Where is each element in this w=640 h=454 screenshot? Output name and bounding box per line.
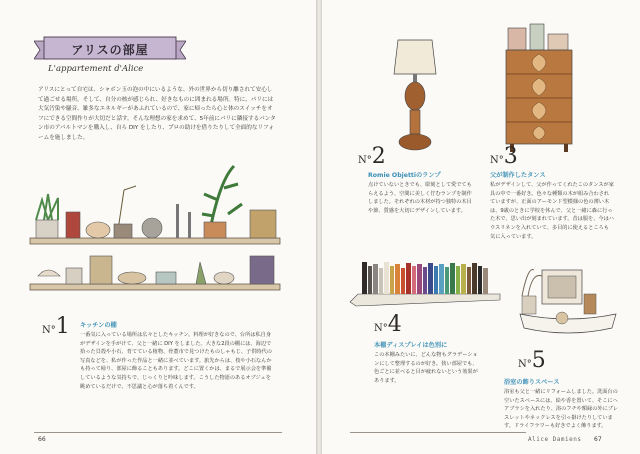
item-1-number: [42, 314, 70, 339]
title-banner: [34, 35, 186, 63]
bookshelf-illustration: [350, 254, 504, 308]
lamp-illustration: [388, 38, 442, 156]
item-5-no-prefix: N°: [518, 359, 532, 370]
item-3-title: 父が制作したタンス: [490, 172, 546, 179]
running-head: Alice Damiens: [528, 436, 582, 443]
chest-of-drawers-illustration: [504, 24, 574, 152]
footer-rule: [34, 432, 282, 433]
item-5-title: 浴室の飾りスペース: [504, 379, 560, 386]
item-1-no-num: 1: [55, 314, 70, 339]
item-5-number: [518, 348, 546, 373]
item-4-no-num: 4: [387, 312, 402, 337]
right-page: [322, 0, 640, 454]
page-subtitle: L'appartement d'Alice: [48, 64, 144, 74]
item-1-title: キッチンの棚: [80, 322, 117, 329]
item-5-body: 浴室も父と一緒にリフォームしました。洗面台の空いたスペースには、絵や香を置いて、そこにヘアブラシを入れたり、浴のフチや額縁の外にブレスレットやネックレスを引っ掛けたりしています。ドライフラワーも好きでよく飾ります。: [504, 389, 618, 430]
item-2-body: 点けていないときでも、彫刻として愛でてもらえるよう、空間に美しく佇むランプを制作しました。それぞれの木材が持つ独特の木目や節、質感を大切にデザインしています。: [368, 182, 472, 214]
item-2-number: [358, 144, 386, 169]
item-3-no-prefix: N°: [490, 155, 504, 166]
kitchen-shelf-illustration: [28, 160, 286, 298]
item-4-title: 本棚ディスプレイは色別に: [374, 342, 448, 349]
item-3-number: [490, 144, 518, 169]
item-2-no-num: 2: [371, 144, 386, 169]
item-1-no-prefix: N°: [42, 325, 56, 336]
bathroom-shelf-illustration: [518, 266, 618, 348]
item-4-number: [374, 312, 402, 337]
item-5-no-num: 5: [531, 348, 546, 373]
page-title: アリスの部屋: [71, 43, 149, 57]
item-3-body: 私がデザインして、父が作ってくれたこのタンスが家具の中で一番好き。色々な種類の木が組み合わされていますが、正面のアーモンド型模様の色の薄い木は、9歳のときに学校を休んで、父と一緒に森に行った木で、思い出が刻まれています。昔は服を、今はハウスリネンを入れていて、多目的に使えるところも気に入っています。: [490, 182, 614, 240]
item-1-body: 一番気に入っている場所は広々としたキッチン。料理が好きなので、台所は私自身がデザインを手がけて、父と一緒に DIY をしました。大きな2段の棚には、海辺で拾った貝殻や小石、育てている植物、骨董市で見つけたものしゃもじ、子供時代の写真などを、私が作った作品と一緒に並べています。旅先からは、枝や小石なんかも持って帰り、部屋に飾ることもあります。どこに置くかは、まるで展示会を準備しているような気持ちで、じっくりと吟味します。こうした物語のあるオブジェを眺めているだけで、不思議と心が落ち着くんです。: [80, 332, 272, 390]
item-2-no-prefix: N°: [358, 155, 372, 166]
item-4-body: この本棚みたいに、どんな物もグラデーションにして整理するのが好き。狭い部屋でも、色ごとに並べると目が疲れないという効果があります。: [374, 352, 478, 384]
footer-rule-right: [350, 432, 526, 433]
item-4-no-prefix: N°: [374, 323, 388, 334]
page-number-right: 67: [594, 436, 602, 443]
item-2-title: Romie Objettiのランプ: [368, 172, 441, 179]
page-number-left: 66: [38, 436, 46, 443]
left-page: [0, 0, 316, 454]
item-3-no-num: 3: [503, 144, 518, 169]
intro-paragraph: アリスにとって自宅は、シャボン玉の泡の中にいるような、外の世界から切り離されて安心して過ごせる場所。そして、自分の核が感じられ、好きなものに囲まれる場所。特に、パリには大気汚染や騒音、雑多なエネルギーがあふれているので、家に帰ったら心と体のスイッチをオフにできる空間作りが大切だと話す。そんな理想の家を求めて、5年前にパリに隣接するパンタン市のアパルトマンを購入し、自ら DIY をしたり、プロの助けを借りたりして全面的なリフォームを施しました。: [38, 87, 276, 141]
